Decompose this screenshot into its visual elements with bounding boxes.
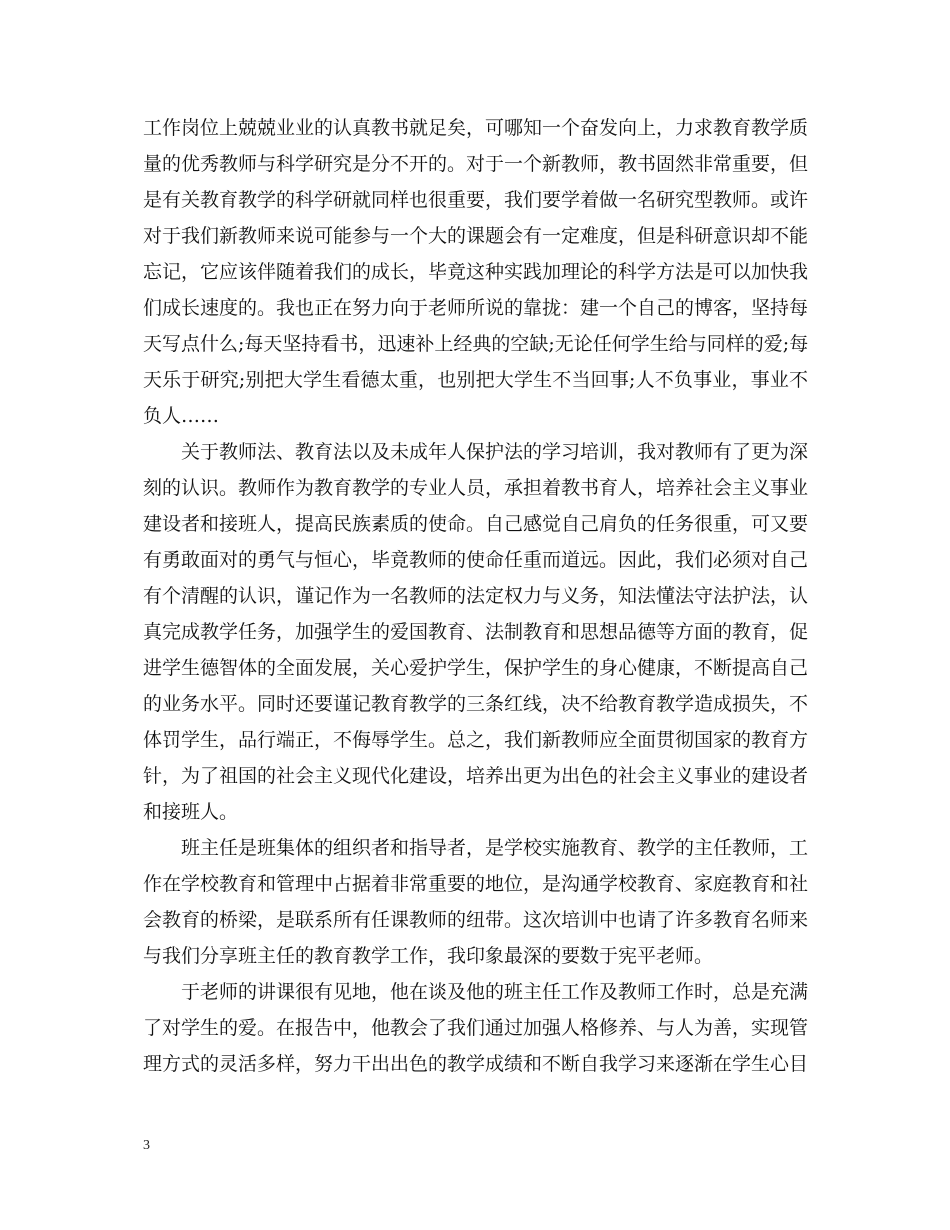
text-line: 进学生德智体的全面发展，关心爱护学生，保护学生的身心健康，不断提高自己 — [143, 657, 809, 679]
text-line: 刻的认识。教师作为教育教学的专业人员，承担着教书育人，培养社会主义事业 — [143, 477, 809, 499]
text-line: 针，为了祖国的社会主义现代化建设，培养出更为出色的社会主义事业的建设者 — [143, 765, 809, 787]
text-line: 与我们分享班主任的教育教学工作，我印象最深的要数于宪平老师。 — [143, 945, 714, 967]
text-line: 是有关教育教学的科学研就同样也很重要，我们要学着做一名研究型教师。或许 — [143, 189, 809, 211]
text-line: 理方式的灵活多样，努力干出出色的教学成绩和不断自我学习来逐渐在学生心目 — [143, 1053, 809, 1075]
text-line: 们成长速度的。我也正在努力向于老师所说的靠拢：建一个自己的博客，坚持每 — [143, 297, 809, 319]
text-line: 对于我们新教师来说可能参与一个大的课题会有一定难度，但是科研意识却不能 — [143, 225, 809, 247]
page-number: 3 — [143, 1138, 150, 1153]
text-line: 作在学校教育和管理中占据着非常重要的地位，是沟通学校教育、家庭教育和社 — [143, 873, 809, 895]
text-line: 会教育的桥梁，是联系所有任课教师的纽带。这次培训中也请了许多教育名师来 — [143, 909, 809, 931]
document-body — [143, 110, 808, 1082]
text-line: 工作岗位上兢兢业业的认真教书就足矣，可哪知一个奋发向上，力求教育教学质 — [143, 117, 809, 139]
text-line: 有个清醒的认识，谨记作为一名教师的法定权力与义务，知法懂法守法护法，认 — [143, 585, 809, 607]
text-line: 真完成教学任务，加强学生的爱国教育、法制教育和思想品德等方面的教育，促 — [143, 621, 809, 643]
text-line: 建设者和接班人，提高民族素质的使命。自己感觉自己肩负的任务很重，可又要 — [143, 513, 809, 535]
paragraph-first-line: 关于教师法、教育法以及未成年人保护法的学习培训，我对教师有了更为深 — [181, 441, 809, 463]
text-line: 天乐于研究;别把大学生看德太重，也别把大学生不当回事;人不负事业，事业不 — [143, 369, 808, 391]
text-line: 忘记，它应该伴随着我们的成长，毕竟这种实践加理论的科学方法是可以加快我 — [143, 261, 809, 283]
text-line: 量的优秀教师与科学研究是分不开的。对于一个新教师，教书固然非常重要，但 — [143, 153, 809, 175]
text-line: 体罚学生，品行端正，不侮辱学生。总之，我们新教师应全面贯彻国家的教育方 — [143, 729, 809, 751]
paragraph-first-line: 于老师的讲课很有见地，他在谈及他的班主任工作及教师工作时，总是充满 — [181, 981, 809, 1003]
text-line: 和接班人。 — [143, 801, 239, 823]
text-line: 天写点什么;每天坚持看书，迅速补上经典的空缺;无论任何学生给与同样的爱;每 — [143, 333, 809, 355]
paragraph-first-line: 班主任是班集体的组织者和指导者，是学校实施教育、教学的主任教师，工 — [181, 837, 809, 859]
text-line: 了对学生的爱。在报告中，他教会了我们通过加强人格修养、与人为善，实现管 — [143, 1017, 809, 1039]
text-line: 有勇敢面对的勇气与恒心，毕竟教师的使命任重而道远。因此，我们必须对自己 — [143, 549, 809, 571]
text-line: 负人…… — [143, 405, 220, 427]
text-line: 的业务水平。同时还要谨记教育教学的三条红线，决不给教育教学造成损失，不 — [143, 693, 809, 715]
